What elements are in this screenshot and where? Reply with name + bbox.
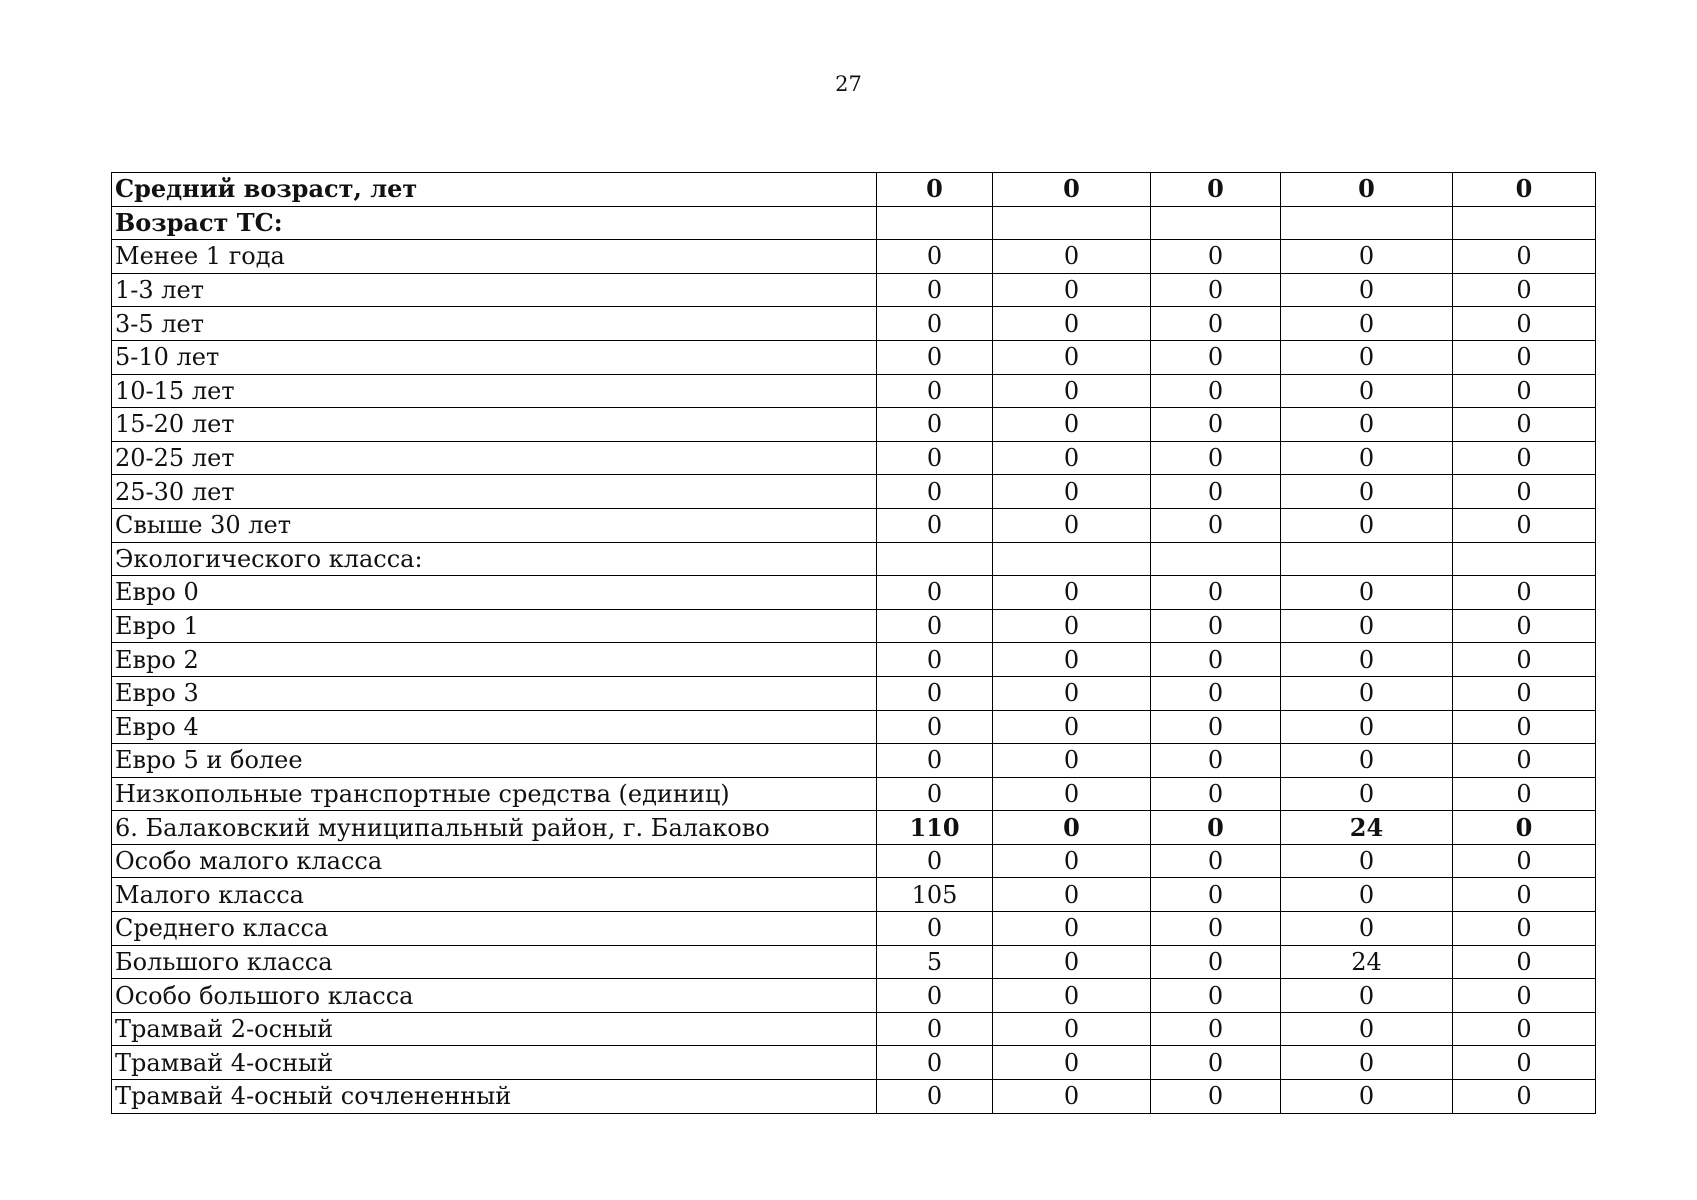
row-label: 5-10 лет <box>112 340 877 374</box>
row-value-col-2 <box>993 542 1151 576</box>
row-value-col-5: 0 <box>1453 811 1596 845</box>
row-value-col-5: 0 <box>1453 576 1596 610</box>
row-value-col-5: 0 <box>1453 441 1596 475</box>
row-label: Экологического класса: <box>112 542 877 576</box>
row-label: 15-20 лет <box>112 408 877 442</box>
row-label: Свыше 30 лет <box>112 508 877 542</box>
row-value-col-3: 0 <box>1151 340 1281 374</box>
row-value-col-3: 0 <box>1151 744 1281 778</box>
table-row <box>112 273 1596 307</box>
row-label: 10-15 лет <box>112 374 877 408</box>
row-value-col-5: 0 <box>1453 878 1596 912</box>
row-label: 25-30 лет <box>112 475 877 509</box>
row-value-col-2: 0 <box>993 744 1151 778</box>
row-value-col-1: 0 <box>877 1012 993 1046</box>
table-row <box>112 542 1596 576</box>
row-value-col-4: 0 <box>1281 777 1453 811</box>
row-value-col-4: 0 <box>1281 576 1453 610</box>
row-value-col-5 <box>1453 542 1596 576</box>
row-value-col-2: 0 <box>993 340 1151 374</box>
table-row <box>112 307 1596 341</box>
row-value-col-1 <box>877 542 993 576</box>
row-value-col-5: 0 <box>1453 1012 1596 1046</box>
row-value-col-4: 0 <box>1281 609 1453 643</box>
row-value-col-4: 0 <box>1281 1012 1453 1046</box>
row-value-col-5: 0 <box>1453 240 1596 274</box>
row-value-col-1: 0 <box>877 979 993 1013</box>
row-value-col-5 <box>1453 206 1596 240</box>
table-row <box>112 609 1596 643</box>
row-value-col-5: 0 <box>1453 643 1596 677</box>
row-value-col-2: 0 <box>993 307 1151 341</box>
row-value-col-4: 0 <box>1281 643 1453 677</box>
row-value-col-2: 0 <box>993 676 1151 710</box>
row-value-col-2: 0 <box>993 710 1151 744</box>
table-row <box>112 744 1596 778</box>
row-value-col-5: 0 <box>1453 676 1596 710</box>
row-value-col-4: 0 <box>1281 374 1453 408</box>
row-value-col-5: 0 <box>1453 273 1596 307</box>
table-row <box>112 340 1596 374</box>
row-value-col-3: 0 <box>1151 912 1281 946</box>
row-value-col-1: 0 <box>877 1046 993 1080</box>
row-value-col-3: 0 <box>1151 979 1281 1013</box>
table-row <box>112 777 1596 811</box>
table-row <box>112 240 1596 274</box>
table-row <box>112 206 1596 240</box>
row-label: Трамвай 4-осный <box>112 1046 877 1080</box>
row-label: Особо большого класса <box>112 979 877 1013</box>
row-label: 20-25 лет <box>112 441 877 475</box>
table-row <box>112 1046 1596 1080</box>
table-row <box>112 374 1596 408</box>
row-value-col-3: 0 <box>1151 374 1281 408</box>
row-label: 3-5 лет <box>112 307 877 341</box>
row-value-col-3 <box>1151 206 1281 240</box>
table-row <box>112 844 1596 878</box>
row-value-col-3: 0 <box>1151 475 1281 509</box>
row-value-col-3: 0 <box>1151 408 1281 442</box>
row-value-col-4: 0 <box>1281 844 1453 878</box>
row-value-col-4: 0 <box>1281 710 1453 744</box>
row-value-col-2 <box>993 206 1151 240</box>
row-value-col-1: 0 <box>877 744 993 778</box>
row-value-col-1: 0 <box>877 240 993 274</box>
row-label: Трамвай 2-осный <box>112 1012 877 1046</box>
vehicle-statistics-table <box>111 172 1596 1114</box>
row-value-col-2: 0 <box>993 878 1151 912</box>
row-value-col-5: 0 <box>1453 945 1596 979</box>
row-value-col-2: 0 <box>993 1046 1151 1080</box>
table-row <box>112 1012 1596 1046</box>
row-value-col-2: 0 <box>993 1012 1151 1046</box>
row-value-col-4: 0 <box>1281 240 1453 274</box>
row-value-col-2: 0 <box>993 643 1151 677</box>
row-value-col-4: 0 <box>1281 676 1453 710</box>
row-value-col-1: 0 <box>877 173 993 207</box>
row-value-col-3: 0 <box>1151 508 1281 542</box>
row-value-col-3: 0 <box>1151 173 1281 207</box>
row-value-col-3: 0 <box>1151 777 1281 811</box>
row-value-col-3: 0 <box>1151 710 1281 744</box>
row-value-col-1 <box>877 206 993 240</box>
row-value-col-2: 0 <box>993 609 1151 643</box>
row-value-col-4: 0 <box>1281 878 1453 912</box>
row-value-col-1: 0 <box>877 307 993 341</box>
table-row <box>112 676 1596 710</box>
row-value-col-2: 0 <box>993 374 1151 408</box>
row-value-col-3: 0 <box>1151 576 1281 610</box>
row-value-col-1: 0 <box>877 441 993 475</box>
table-row <box>112 441 1596 475</box>
row-value-col-4 <box>1281 206 1453 240</box>
row-value-col-3: 0 <box>1151 1046 1281 1080</box>
row-value-col-1: 0 <box>877 374 993 408</box>
row-value-col-2: 0 <box>993 273 1151 307</box>
row-value-col-2: 0 <box>993 576 1151 610</box>
row-label: Среднего класса <box>112 912 877 946</box>
row-label: Менее 1 года <box>112 240 877 274</box>
row-value-col-3: 0 <box>1151 878 1281 912</box>
table-row <box>112 811 1596 845</box>
row-value-col-2: 0 <box>993 173 1151 207</box>
row-value-col-4: 0 <box>1281 1046 1453 1080</box>
row-value-col-3: 0 <box>1151 609 1281 643</box>
row-value-col-1: 5 <box>877 945 993 979</box>
table-row <box>112 508 1596 542</box>
row-value-col-4: 0 <box>1281 1080 1453 1114</box>
row-value-col-1: 0 <box>877 576 993 610</box>
row-value-col-5: 0 <box>1453 408 1596 442</box>
page-number: 27 <box>835 72 862 96</box>
row-value-col-4: 24 <box>1281 945 1453 979</box>
row-value-col-1: 0 <box>877 1080 993 1114</box>
row-value-col-5: 0 <box>1453 508 1596 542</box>
row-value-col-1: 110 <box>877 811 993 845</box>
row-label: 6. Балаковский муниципальный район, г. Балаково <box>112 811 877 845</box>
row-value-col-1: 0 <box>877 676 993 710</box>
row-label: Большого класса <box>112 945 877 979</box>
row-value-col-3: 0 <box>1151 240 1281 274</box>
row-value-col-4: 0 <box>1281 408 1453 442</box>
row-label: Евро 0 <box>112 576 877 610</box>
row-value-col-5: 0 <box>1453 374 1596 408</box>
row-value-col-3: 0 <box>1151 945 1281 979</box>
row-value-col-2: 0 <box>993 408 1151 442</box>
row-value-col-2: 0 <box>993 945 1151 979</box>
row-value-col-4: 0 <box>1281 508 1453 542</box>
table-row <box>112 979 1596 1013</box>
table-row <box>112 945 1596 979</box>
row-value-col-4: 0 <box>1281 307 1453 341</box>
row-value-col-4: 0 <box>1281 173 1453 207</box>
row-value-col-5: 0 <box>1453 979 1596 1013</box>
row-label: Особо малого класса <box>112 844 877 878</box>
row-value-col-1: 105 <box>877 878 993 912</box>
table-row <box>112 878 1596 912</box>
row-value-col-4: 0 <box>1281 273 1453 307</box>
row-value-col-5: 0 <box>1453 710 1596 744</box>
row-value-col-4: 0 <box>1281 340 1453 374</box>
row-label: Евро 1 <box>112 609 877 643</box>
row-label: Евро 5 и более <box>112 744 877 778</box>
row-value-col-4: 0 <box>1281 441 1453 475</box>
row-value-col-2: 0 <box>993 811 1151 845</box>
row-value-col-1: 0 <box>877 844 993 878</box>
row-label: 1-3 лет <box>112 273 877 307</box>
row-label: Трамвай 4-осный сочлененный <box>112 1080 877 1114</box>
row-value-col-1: 0 <box>877 777 993 811</box>
row-value-col-1: 0 <box>877 643 993 677</box>
table-row <box>112 710 1596 744</box>
row-label: Евро 2 <box>112 643 877 677</box>
row-value-col-4: 24 <box>1281 811 1453 845</box>
row-value-col-2: 0 <box>993 777 1151 811</box>
row-label: Малого класса <box>112 878 877 912</box>
row-value-col-3: 0 <box>1151 811 1281 845</box>
row-value-col-5: 0 <box>1453 609 1596 643</box>
row-value-col-5: 0 <box>1453 744 1596 778</box>
row-value-col-2: 0 <box>993 508 1151 542</box>
table-row <box>112 408 1596 442</box>
row-value-col-5: 0 <box>1453 1080 1596 1114</box>
row-value-col-4: 0 <box>1281 912 1453 946</box>
row-value-col-1: 0 <box>877 475 993 509</box>
row-label: Возраст ТС: <box>112 206 877 240</box>
row-label: Евро 3 <box>112 676 877 710</box>
row-value-col-3 <box>1151 542 1281 576</box>
row-value-col-3: 0 <box>1151 1080 1281 1114</box>
row-value-col-5: 0 <box>1453 173 1596 207</box>
table-row <box>112 912 1596 946</box>
row-value-col-3: 0 <box>1151 273 1281 307</box>
row-value-col-2: 0 <box>993 475 1151 509</box>
row-value-col-3: 0 <box>1151 1012 1281 1046</box>
row-value-col-1: 0 <box>877 273 993 307</box>
table-row <box>112 643 1596 677</box>
table-row <box>112 173 1596 207</box>
row-value-col-3: 0 <box>1151 307 1281 341</box>
table-row <box>112 475 1596 509</box>
row-value-col-5: 0 <box>1453 475 1596 509</box>
table-row <box>112 576 1596 610</box>
row-value-col-1: 0 <box>877 609 993 643</box>
row-value-col-3: 0 <box>1151 844 1281 878</box>
row-value-col-2: 0 <box>993 912 1151 946</box>
row-value-col-5: 0 <box>1453 777 1596 811</box>
row-value-col-4: 0 <box>1281 475 1453 509</box>
row-value-col-4: 0 <box>1281 979 1453 1013</box>
row-value-col-2: 0 <box>993 979 1151 1013</box>
row-value-col-3: 0 <box>1151 676 1281 710</box>
row-value-col-2: 0 <box>993 240 1151 274</box>
row-value-col-2: 0 <box>993 844 1151 878</box>
row-value-col-2: 0 <box>993 1080 1151 1114</box>
row-value-col-1: 0 <box>877 912 993 946</box>
row-value-col-4 <box>1281 542 1453 576</box>
row-value-col-2: 0 <box>993 441 1151 475</box>
row-value-col-5: 0 <box>1453 307 1596 341</box>
row-value-col-5: 0 <box>1453 912 1596 946</box>
row-value-col-4: 0 <box>1281 744 1453 778</box>
row-label: Низкопольные транспортные средства (единиц) <box>112 777 877 811</box>
row-label: Средний возраст, лет <box>112 173 877 207</box>
row-value-col-5: 0 <box>1453 1046 1596 1080</box>
row-value-col-5: 0 <box>1453 340 1596 374</box>
row-value-col-3: 0 <box>1151 441 1281 475</box>
row-value-col-1: 0 <box>877 508 993 542</box>
table-body <box>112 173 1596 1114</box>
table-row <box>112 1080 1596 1114</box>
row-value-col-1: 0 <box>877 340 993 374</box>
row-label: Евро 4 <box>112 710 877 744</box>
row-value-col-1: 0 <box>877 408 993 442</box>
row-value-col-5: 0 <box>1453 844 1596 878</box>
row-value-col-3: 0 <box>1151 643 1281 677</box>
row-value-col-1: 0 <box>877 710 993 744</box>
